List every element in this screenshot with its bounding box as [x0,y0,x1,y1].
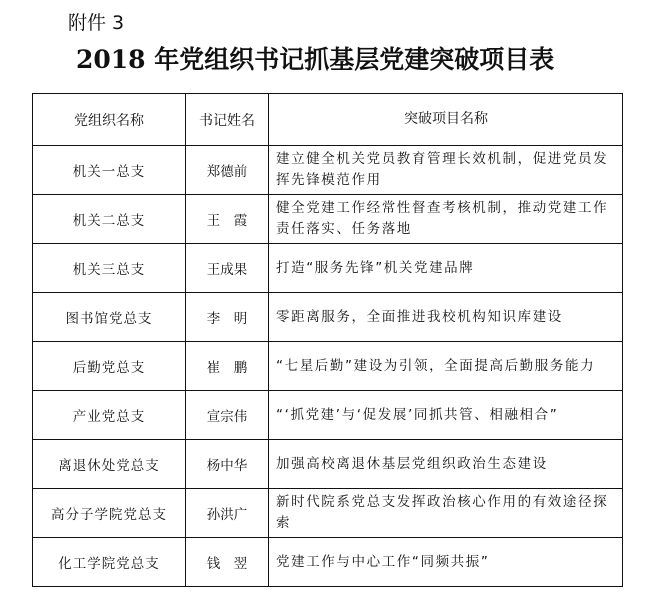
org-cell: 机关三总支 [33,244,186,293]
project-cell: 建立健全机关党员教育管理长效机制，促进党员发挥先锋模范作用 [269,146,623,195]
org-cell: 后勤党总支 [33,342,186,391]
header-secretary: 书记姓名 [186,94,269,146]
table-row [33,146,623,195]
secretary-cell: 李 明 [186,293,269,342]
document-title: 2018 年党组织书记抓基层党建突破项目表 [76,45,555,74]
org-cell: 高分子学院党总支 [33,489,186,538]
org-cell: 机关二总支 [33,195,186,244]
project-cell: 打造“服务先锋”机关党建品牌 [269,244,623,293]
secretary-cell: 宣宗伟 [186,391,269,440]
project-cell: “‘抓党建’与‘促发展’同抓共管、相融相合” [269,391,623,440]
header-project: 突破项目名称 [269,94,623,146]
project-cell: “七星后勤”建设为引领，全面提高后勤服务能力 [269,342,623,391]
table-row [33,342,623,391]
table-row [33,195,623,244]
table-row [33,440,623,489]
secretary-cell: 郑德前 [186,146,269,195]
header-org: 党组织名称 [33,94,186,146]
secretary-cell: 崔 鹏 [186,342,269,391]
table-row [33,489,623,538]
secretary-cell: 钱 翌 [186,538,269,587]
table-row [33,391,623,440]
project-cell: 加强高校离退休基层党组织政治生态建设 [269,440,623,489]
secretary-cell: 王 霞 [186,195,269,244]
table-row [33,293,623,342]
project-cell: 零距离服务，全面推进我校机构知识库建设 [269,293,623,342]
secretary-cell: 孙洪广 [186,489,269,538]
project-cell: 健全党建工作经常性督查考核机制，推动党建工作责任落实、任务落地 [269,195,623,244]
org-cell: 图书馆党总支 [33,293,186,342]
attachment-label: 附件 3 [68,12,125,34]
secretary-cell: 王成果 [186,244,269,293]
table-header-row [33,94,623,146]
org-cell: 机关一总支 [33,146,186,195]
org-cell: 化工学院党总支 [33,538,186,587]
project-cell: 党建工作与中心工作“同频共振” [269,538,623,587]
project-cell: 新时代院系党总支发挥政治核心作用的有效途径探索 [269,489,623,538]
org-cell: 产业党总支 [33,391,186,440]
table-row [33,244,623,293]
projects-table [32,93,623,587]
org-cell: 离退休处党总支 [33,440,186,489]
table-row [33,538,623,587]
secretary-cell: 杨中华 [186,440,269,489]
